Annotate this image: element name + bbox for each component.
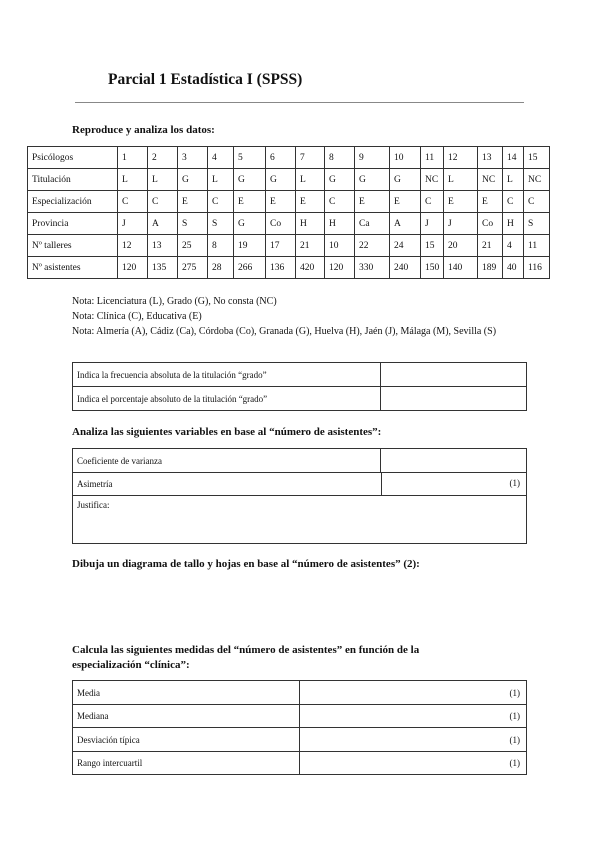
row-label: Nº talleres (28, 235, 118, 257)
measure-answer[interactable]: (1) (300, 752, 527, 775)
title-divider (75, 102, 524, 103)
page-title: Parcial 1 Estadística I (SPSS) (108, 71, 303, 88)
asimetria-label: Asimetría (77, 479, 113, 489)
table-cell: E (266, 191, 296, 213)
table-cell: 15 (524, 147, 550, 169)
section-heading-variables: Analiza las siguientes variables en base al “número de asistentes”: (72, 426, 382, 438)
measure-answer[interactable]: (1) (300, 728, 527, 752)
table-cell: Ca (355, 213, 390, 235)
section-heading-stem-leaf: Dibuja un diagrama de tallo y hojas en base al “número de asistentes” (2): (72, 558, 420, 570)
table-cell: NC (478, 169, 503, 191)
table-cell: L (296, 169, 325, 191)
table-cell: 240 (390, 257, 421, 279)
table-cell: L (148, 169, 178, 191)
table-cell: J (421, 213, 444, 235)
table-cell: 14 (503, 147, 524, 169)
table-cell: 10 (325, 235, 355, 257)
table-cell: C (421, 191, 444, 213)
table-cell: 135 (148, 257, 178, 279)
asimetria-row[interactable] (73, 473, 527, 496)
table-cell: E (478, 191, 503, 213)
table-cell: 5 (234, 147, 266, 169)
table-cell: 4 (208, 147, 234, 169)
data-table (27, 146, 550, 279)
table-cell: 3 (178, 147, 208, 169)
table-cell: G (266, 169, 296, 191)
table-cell: 24 (390, 235, 421, 257)
table-cell: 275 (178, 257, 208, 279)
table-cell: 420 (296, 257, 325, 279)
table-cell: C (118, 191, 148, 213)
table-cell: H (325, 213, 355, 235)
table-cell: C (325, 191, 355, 213)
section-heading-measures-line2: especialización “clínica”: (72, 659, 190, 671)
measure-label: Media (73, 681, 300, 705)
table-cell: 140 (444, 257, 478, 279)
table-cell: 12 (118, 235, 148, 257)
table-cell: 21 (296, 235, 325, 257)
table-cell: S (178, 213, 208, 235)
table-cell: G (355, 169, 390, 191)
measure-label: Mediana (73, 705, 300, 728)
table-cell: 4 (503, 235, 524, 257)
measure-answer[interactable]: (1) (300, 705, 527, 728)
table-cell: G (325, 169, 355, 191)
table-cell: 19 (234, 235, 266, 257)
table-cell: L (118, 169, 148, 191)
table-cell: L (503, 169, 524, 191)
table-cell: G (178, 169, 208, 191)
table-cell: E (390, 191, 421, 213)
table-cell: C (208, 191, 234, 213)
table-cell: 189 (478, 257, 503, 279)
measure-label: Desviación típica (73, 728, 300, 752)
table-cell: Co (478, 213, 503, 235)
table-row (28, 169, 550, 191)
table-cell: C (524, 191, 550, 213)
table-cell: E (234, 191, 266, 213)
table-cell: H (503, 213, 524, 235)
section-heading-measures (72, 643, 419, 673)
table-cell: C (148, 191, 178, 213)
justifica-label: Justifica: (77, 500, 110, 510)
table-cell: 10 (390, 147, 421, 169)
table-cell: 28 (208, 257, 234, 279)
table-cell: 1 (118, 147, 148, 169)
table-row (28, 257, 550, 279)
frequency-box (72, 362, 527, 411)
measure-label: Rango intercuartil (73, 752, 300, 775)
row-label: Nº asistentes (28, 257, 118, 279)
table-cell: E (355, 191, 390, 213)
section-heading-measures-line1: Calcula las siguientes medidas del “número de asistentes” en función de la (72, 644, 420, 656)
table-cell: 6 (266, 147, 296, 169)
row-label: Psicólogos (28, 147, 118, 169)
table-cell: 330 (355, 257, 390, 279)
table-cell: C (503, 191, 524, 213)
table-cell: 266 (234, 257, 266, 279)
table-cell: H (296, 213, 325, 235)
table-cell: L (208, 169, 234, 191)
table-cell: 8 (325, 147, 355, 169)
table-cell: 7 (296, 147, 325, 169)
table-cell: NC (421, 169, 444, 191)
table-cell: E (296, 191, 325, 213)
table-cell: J (444, 213, 478, 235)
table-cell: 20 (444, 235, 478, 257)
table-cell: 25 (178, 235, 208, 257)
table-cell: S (524, 213, 550, 235)
notes (72, 294, 542, 339)
table-cell: 13 (148, 235, 178, 257)
table-cell: 150 (421, 257, 444, 279)
table-row (28, 235, 550, 257)
section-heading-data: Reproduce y analiza los datos: (72, 124, 215, 136)
table-cell: 40 (503, 257, 524, 279)
table-cell: 15 (421, 235, 444, 257)
freq-answer-percent[interactable] (381, 387, 527, 411)
table-cell: 120 (325, 257, 355, 279)
asimetria-divider (381, 473, 382, 495)
table-cell: G (234, 213, 266, 235)
table-cell: 12 (444, 147, 478, 169)
table-cell: 22 (355, 235, 390, 257)
table-cell: 120 (118, 257, 148, 279)
table-cell: A (390, 213, 421, 235)
table-cell: 11 (421, 147, 444, 169)
measures-box (72, 680, 527, 775)
row-label: Especialización (28, 191, 118, 213)
table-cell: A (148, 213, 178, 235)
variables-box (72, 448, 527, 544)
table-row (28, 213, 550, 235)
table-cell: Co (266, 213, 296, 235)
freq-answer-absolute[interactable] (381, 363, 527, 387)
table-cell: E (444, 191, 478, 213)
coef-varianza-answer[interactable] (381, 449, 527, 473)
table-cell: 8 (208, 235, 234, 257)
table-cell: G (234, 169, 266, 191)
row-label: Titulación (28, 169, 118, 191)
table-cell: L (444, 169, 478, 191)
table-cell: 21 (478, 235, 503, 257)
freq-label-absolute: Indica la frecuencia absoluta de la titulación “grado” (73, 363, 381, 387)
row-label: Provincia (28, 213, 118, 235)
justifica-field[interactable] (73, 496, 527, 544)
table-cell: 136 (266, 257, 296, 279)
note-titulacion: Nota: Licenciatura (L), Grado (G), No consta (NC) (72, 296, 277, 307)
table-cell: 11 (524, 235, 550, 257)
table-cell: 13 (478, 147, 503, 169)
table-cell: E (178, 191, 208, 213)
table-cell: G (390, 169, 421, 191)
note-especializacion: Nota: Clínica (C), Educativa (E) (72, 311, 202, 322)
note-provincia: Nota: Almería (A), Cádiz (Ca), Córdoba (Co), Granada (G), Huelva (H), Jaén (J), Málaga (M), Sevilla (S) (72, 326, 497, 337)
table-row (28, 147, 550, 169)
table-cell: 116 (524, 257, 550, 279)
asimetria-points: (1) (509, 478, 520, 488)
table-cell: S (208, 213, 234, 235)
table-cell: NC (524, 169, 550, 191)
table-cell: 9 (355, 147, 390, 169)
measure-answer[interactable]: (1) (300, 681, 527, 705)
table-cell: J (118, 213, 148, 235)
table-cell: 2 (148, 147, 178, 169)
freq-label-percent: Indica el porcentaje absoluto de la titulación “grado” (73, 387, 381, 411)
table-cell: 17 (266, 235, 296, 257)
table-row (28, 191, 550, 213)
coef-varianza-label: Coeficiente de varianza (73, 449, 381, 473)
